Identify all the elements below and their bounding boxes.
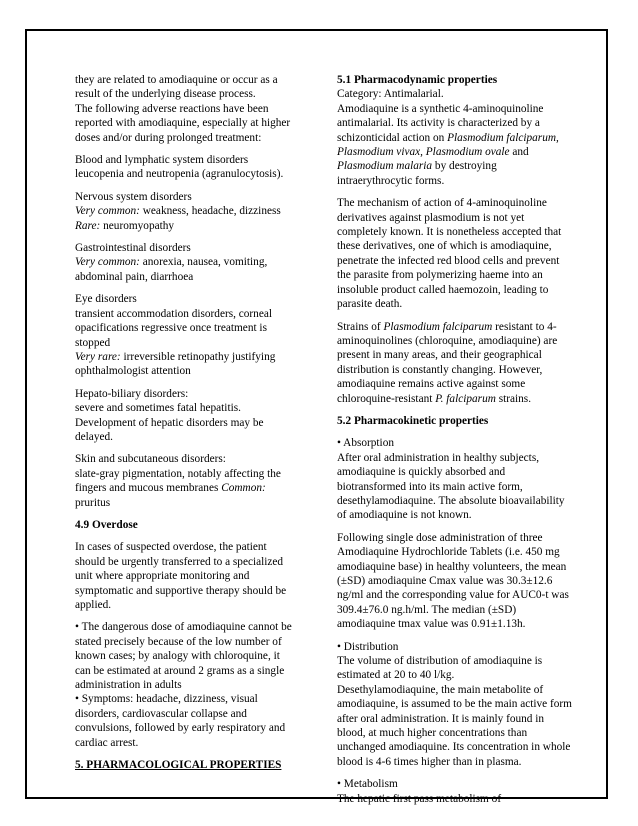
section-5-heading: 5. PHARMACOLOGICAL PROPERTIES	[75, 759, 282, 772]
pd-p3-text-b: resistant to 4-aminoquinolines (chloroquine, amodiaquine) are present in many areas, and their geographical distribution is constantly changing. However, amodiaquine remains active against some chloroquine-resistant	[337, 320, 558, 405]
pd-p3-species-2: P. falciparum	[435, 392, 496, 405]
blood-text: leucopenia and neutropenia (agranulocytosis).	[75, 168, 284, 181]
hepato-text: severe and sometimes fatal hepatitis. Development of hepatic disorders may be delayed.	[75, 402, 264, 443]
left-column	[75, 73, 295, 780]
absorption-text: After oral administration in healthy subjects, amodiaquine is quickly absorbed and biotransformed into its main active form, desethylamodiaquine. The absolute bioavailability of amodiaquine is not known.	[337, 451, 565, 522]
skin-text: slate-gray pigmentation, notably affecting the fingers and mucous membranes	[75, 467, 281, 495]
pd-p1-text-a: Amodiaquine is a synthetic 4-aminoquinoline antimalarial. Its activity is characterized by a schizonticidal action on	[337, 102, 544, 144]
eye-very-rare-text: irreversible retinopathy justifying ophthalmologist attention	[75, 350, 276, 378]
nervous-very-common	[75, 204, 295, 218]
pd-paragraph-1	[337, 102, 572, 188]
absorption-title: • Absorption	[337, 437, 394, 450]
very-common-label: Very common:	[75, 205, 140, 218]
pharmacodynamic-heading: 5.1 Pharmacodynamic properties	[337, 74, 498, 86]
skin-common-label: Common:	[221, 482, 266, 495]
category-line: Category: Antimalarial.	[337, 88, 444, 101]
overdose-heading: 4.9 Overdose	[75, 518, 138, 531]
blood-title: Blood and lymphatic system disorders	[75, 154, 249, 167]
absorption-paragraph-2: Following single dose administration of three Amodiaquine Hydrochloride Tablets (i.e. 450 mg amodiaquine base) in healthy volunteers, the mean (±SD) amodiaquine Cmax value was 30.3±12.6 ng/ml and the corresponding value for AUC0-t was 309.4±76.0 ng.h/ml. The median (±SD) amodiaquine tmax value was 0.91±1.13h.	[337, 531, 569, 631]
pd-p3-species-1: Plasmodium falciparum	[383, 320, 493, 333]
gi-very-common	[75, 255, 295, 284]
metabolism-text: The hepatic first pass metabolism of	[337, 792, 502, 805]
nervous-disorders	[75, 190, 295, 233]
pd-paragraph-3	[337, 320, 572, 406]
pd-p1-species-2: Plasmodium malaria	[337, 160, 433, 173]
metabolism-title: • Metabolism	[337, 778, 398, 791]
gi-very-common-label: Very common:	[75, 256, 140, 269]
skin-title: Skin and subcutaneous disorders:	[75, 453, 226, 466]
overdose-paragraph: In cases of suspected overdose, the patient should be urgently transferred to a specialized unit where appropriate monitoring and symptomatic and supportive therapy should be applied.	[75, 541, 287, 611]
overdose-bullet-1: • The dangerous dose of amodiaquine cannot be stated precisely because of the low number of known cases; by analogy with chloroquine, it can be estimated at around 2 grams as a single administration in adults	[75, 621, 292, 692]
distribution-text-2: Desethylamodiaquine, the main metabolite of amodiaquine, is assumed to be the main active form after oral administration. It is mainly found in blood, at much higher concentrations than unchanged amodiaquine. Its concentration in whole blood is 4-6 times higher than in plasma.	[337, 683, 572, 768]
pd-p1-text-b: and	[509, 146, 529, 159]
nervous-title: Nervous system disorders	[75, 190, 192, 203]
distribution-title: • Distribution	[337, 640, 399, 653]
eye-text: transient accommodation disorders, corneal opacifications regressive once treatment is stopped	[75, 307, 273, 349]
absorption-section	[337, 436, 572, 522]
eye-disorders	[75, 292, 295, 378]
blood-disorders	[75, 153, 295, 182]
hepato-disorders	[75, 387, 295, 445]
eye-very-rare	[75, 350, 295, 379]
gi-title: Gastrointestinal disorders	[75, 242, 191, 255]
pd-p3-text-c: strains.	[495, 392, 532, 405]
pd-p1-species-1: Plasmodium falciparum, Plasmodium vivax, Plasmodium ovale	[337, 131, 559, 159]
pd-p1-text-c: by destroying intraerythrocytic forms.	[337, 160, 497, 187]
distribution-section	[337, 640, 572, 770]
intro-paragraph: they are related to amodiaquine or occur as a result of the underlying disease process.	[75, 74, 278, 101]
nervous-very-common-text: weakness, headache, dizziness	[139, 205, 281, 218]
overdose-bullet-2: • Symptoms: headache, dizziness, visual disorders, cardiovascular collapse and convulsions, followed by early respiratory and cardiac arrest.	[75, 693, 286, 749]
eye-very-rare-label: Very rare:	[75, 350, 121, 363]
right-column	[337, 73, 572, 814]
pharmacokinetic-heading: 5.2 Pharmacokinetic properties	[337, 414, 489, 427]
rare-label: Rare:	[75, 219, 101, 232]
distribution-text: The volume of distribution of amodiaquine is estimated at 20 to 40 l/kg.	[337, 655, 543, 682]
nervous-rare	[75, 219, 295, 233]
metabolism-section	[337, 777, 572, 806]
pd-paragraph-2: The mechanism of action of 4-aminoquinoline derivatives against plasmodium is not yet completely known. It is nonetheless accepted that these derivatives, one of which is amodiaquine, penetrate the infected red blood cells and prevent the parasite from polymerizing haeme into an insoluble product called haemozoin, leading to parasite death.	[337, 197, 562, 311]
intro-paragraph-2: The following adverse reactions have been reported with amodiaquine, especially at higher doses and/or during prolonged treatment:	[75, 102, 291, 144]
skin-disorders	[75, 452, 295, 510]
pd-p3-text-a: Strains of	[337, 320, 384, 333]
gi-very-common-text: anorexia, nausea, vomiting, abdominal pain, diarrhoea	[75, 256, 268, 283]
nervous-rare-text: neuromyopathy	[100, 219, 175, 232]
skin-text-2: pruritus	[75, 496, 111, 509]
gi-disorders	[75, 241, 295, 284]
hepato-title: Hepato-biliary disorders:	[75, 387, 189, 400]
eye-title: Eye disorders	[75, 293, 137, 306]
skin-body	[75, 467, 295, 496]
